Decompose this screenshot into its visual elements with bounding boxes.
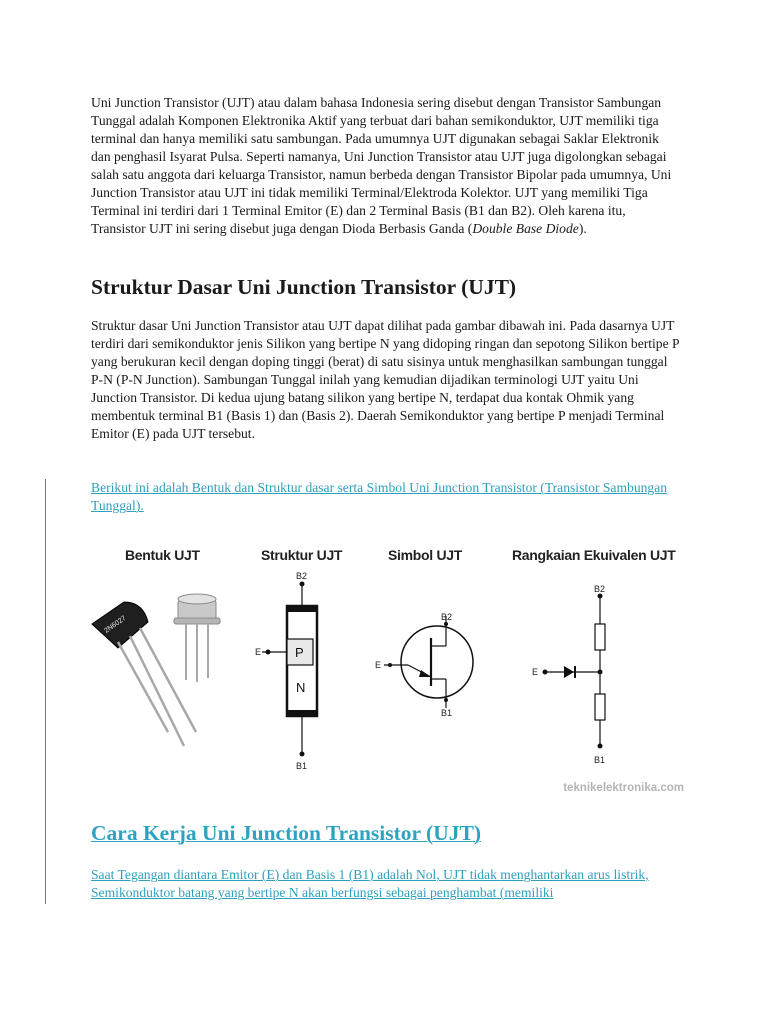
- rangkaian-e-label: E: [532, 667, 539, 677]
- ujt-figure: [88, 532, 688, 794]
- cara-kerja-link-paragraph[interactable]: [91, 866, 681, 902]
- intro-italic-term: Double Base Diode: [472, 221, 579, 236]
- figure-title-bentuk: Bentuk UJT: [125, 547, 200, 563]
- simbol-e-label: E: [375, 660, 382, 670]
- figure-intro-link[interactable]: [91, 479, 681, 515]
- figure-intro-link-text[interactable]: Berikut ini adalah Bentuk dan Struktur dasar serta Simbol Uni Junction Transistor (Transistor Sambungan Tunggal).: [91, 480, 668, 513]
- intro-paragraph: [91, 94, 681, 238]
- figure-title-simbol: Simbol UJT: [388, 547, 463, 563]
- rangkaian-b1-label: B1: [594, 755, 606, 765]
- intro-text-end: ).: [578, 221, 587, 236]
- part-marking: 2N6027: [103, 614, 128, 635]
- section-heading-struktur: Struktur Dasar Uni Junction Transistor (UJT): [91, 275, 517, 299]
- ujt-symbol-diagram: [375, 612, 473, 718]
- intro-text: Uni Junction Transistor (UJT) atau dalam bahasa Indonesia sering disebut dengan Transistor Sambungan Tunggal adalah Komponen Elektronika Aktif yang terbuat dari bahan semikonduktor, UJT memiliki tiga terminal dan hanya memiliki satu sambungan. Pada umumnya UJT digunakan sebagai Saklar Elektronik dan penghasil Isyarat Pulsa. Seperti namanya, Uni Junction Transistor atau UJT juga digolongkan sebagai salah satu anggota dari keluarga Transistor, namun berbeda dengan Transistor Bipolar pada umumnya, Uni Junction Transistor atau UJT ini tidak memiliki Terminal/Elektroda Kolektor. UJT yang memiliki Tiga Terminal ini terdiri dari 1 Terminal Emitor (E) dan 2 Terminal Basis (B1 dan B2). Oleh karena itu, Transistor UJT ini sering disebut juga dengan Dioda Berbasis Ganda (: [91, 95, 672, 236]
- ujt-structure-diagram: [255, 571, 317, 771]
- simbol-b1-label: B1: [441, 708, 453, 718]
- ujt-diagram: [88, 532, 688, 794]
- margin-line: [45, 479, 46, 904]
- struktur-e-label: E: [255, 647, 262, 657]
- metal-can-transistor-image: [174, 594, 220, 682]
- rangkaian-b2-label: B2: [594, 584, 606, 594]
- struktur-b1-label: B1: [296, 761, 308, 771]
- figure-title-struktur: Struktur UJT: [261, 547, 343, 563]
- ujt-equivalent-circuit: [532, 584, 605, 765]
- section-heading-cara-kerja[interactable]: Cara Kerja Uni Junction Transistor (UJT): [91, 821, 481, 845]
- struktur-n-label: N: [296, 680, 306, 695]
- struktur-b2-label: B2: [296, 571, 308, 581]
- cara-kerja-link-text[interactable]: Saat Tegangan diantara Emitor (E) dan Basis 1 (B1) adalah Nol, UJT tidak menghantarkan arus listrik, Semikonduktor batang yang bertipe N akan berfungsi sebagai penghambat (memiliki: [91, 867, 649, 900]
- struktur-paragraph: Struktur dasar Uni Junction Transistor atau UJT dapat dilihat pada gambar dibawah ini. Pada dasarnya UJT terdiri dari semikonduktor jenis Silikon yang bertipe N yang didoping ringan dan sepotong Silikon bertipe P yang berukuran kecil dengan doping tinggi (berat) di satu sisinya untuk menghasilkan sambungan tunggal P-N (P-N Junction). Sambungan Tunggal inilah yang kemudian dijadikan terminologi UJT yaitu Uni Junction Transistor. Di kedua ujung batang silikon yang bertipe N, terdapat dua kontak Ohmik yang membentuk terminal B1 (Basis 1) dan (Basis 2). Daerah Semikonduktor yang bertipe P menjadi Terminal Emitor (E) pada UJT tersebut.: [91, 318, 680, 441]
- figure-title-rangkaian: Rangkaian Ekuivalen UJT: [512, 547, 676, 563]
- struktur-p-label: P: [295, 645, 304, 660]
- figure-watermark: teknikelektronika.com: [563, 782, 684, 794]
- simbol-b2-label: B2: [441, 612, 453, 622]
